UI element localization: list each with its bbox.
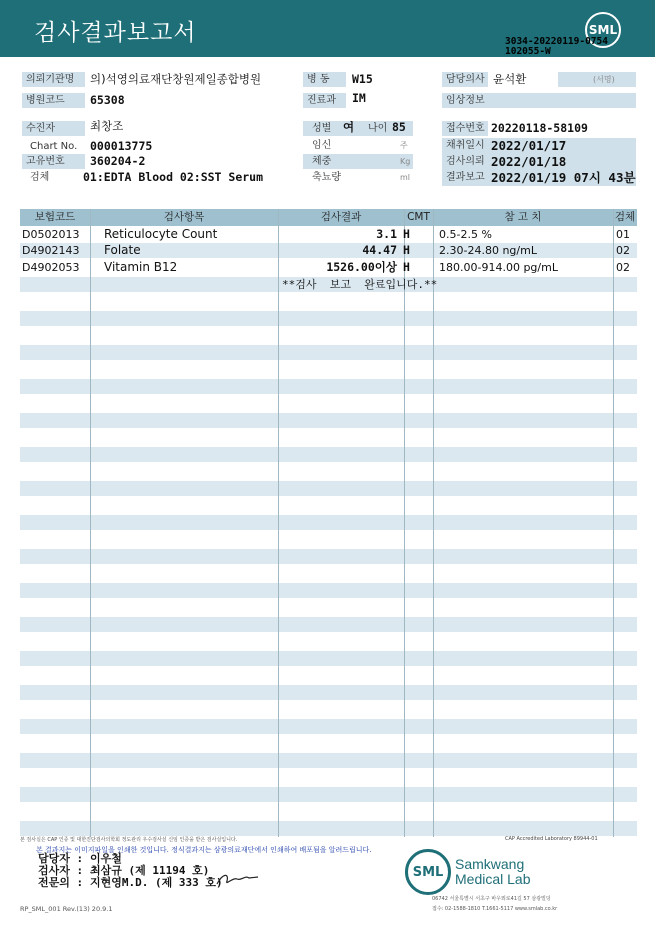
table-stripe (20, 549, 637, 564)
request-value: 2022/01/18 (491, 154, 567, 169)
staff-name: 이우철 (90, 852, 122, 865)
sex-value: 여 (343, 120, 355, 134)
report-id (505, 37, 608, 57)
urine-unit: ml (400, 173, 411, 182)
row-specimen: 01 (616, 228, 630, 241)
hosp-code-label: 병원코드 (22, 93, 85, 108)
tester-name: 최삼규 (제 11194 호) (90, 864, 210, 877)
specimen-label: 검체 (30, 172, 50, 183)
sign-label: (서명) (593, 75, 615, 84)
chart-no-label: Chart No. (30, 141, 78, 152)
col-specimen: 검체 (614, 211, 636, 223)
report-time-label: 결과보고 (446, 172, 485, 183)
urine-label: 축뇨량 (312, 172, 341, 183)
dept-label: 진료과 (303, 93, 346, 108)
table-stripe (20, 413, 637, 428)
sml-footer-logo: SML (405, 849, 451, 895)
row-flag: H (403, 243, 410, 257)
col-result: 검사결과 (320, 211, 362, 223)
doctor-label: 담당의사 (442, 72, 488, 87)
req-org-label: 의뢰기관명 (22, 72, 85, 87)
col-test-item: 검사항목 (163, 211, 205, 223)
table-stripe (20, 719, 637, 734)
print-notice: 본 결과지는 이미지파일을 인쇄한 것입니다. 정식결과지는 삼광의료재단에서 인쇄하여 배포됨을 알려드립니다. (36, 846, 372, 854)
age-value: 85 (392, 120, 406, 134)
receipt-value: 20220118-58109 (491, 121, 588, 135)
ward-value: W15 (352, 72, 373, 86)
row-flag: H (403, 260, 410, 274)
table-stripe (20, 447, 637, 462)
signature-icon (215, 869, 260, 887)
row-specimen: 02 (616, 244, 630, 257)
row-result: 44.47 (362, 243, 397, 257)
row-result: 3.1 (376, 227, 397, 241)
patient-label: 수진자 (22, 121, 85, 136)
table-header (20, 209, 637, 226)
tester-label: 검사자 : (38, 864, 84, 877)
completion-message: **검사 보고 완료입니다.** (282, 278, 438, 291)
staff-label: 담당자 : (38, 852, 84, 865)
table-stripe (20, 311, 637, 326)
row-test-name: Folate (104, 243, 141, 257)
brand-line2: Medical Lab (455, 871, 531, 887)
collect-value: 2022/01/17 (491, 138, 567, 153)
weight-label: 체중 (312, 156, 332, 167)
row-reference: 2.30-24.80 ng/mL (439, 244, 537, 257)
hosp-code-value: 65308 (90, 93, 125, 107)
table-stripe (20, 515, 637, 530)
row-test-name: Vitamin B12 (104, 260, 178, 274)
contact: 접수: 02-1588-1810 T.1661-5117 www.smlab.co.kr (432, 906, 558, 912)
table-stripe (20, 617, 637, 632)
pregnant-unit: 주 (400, 141, 408, 150)
row-code: D4902053 (22, 261, 80, 274)
row-test-name: Reticulocyte Count (104, 227, 218, 241)
table-stripe (20, 345, 637, 360)
weight-unit: Kg (400, 157, 411, 166)
table-stripe (20, 685, 637, 700)
report-id-line2: 102055-W (505, 46, 551, 57)
specialist-label: 전문의 : (38, 876, 84, 889)
specialist-name: 지현영M.D. (제 333 호) (90, 876, 223, 889)
report-time-value: 2022/01/19 07시 43분 (491, 170, 636, 185)
row-result: 1526.00이상 (326, 260, 397, 274)
col-insurance-code: 보험코드 (34, 211, 76, 223)
collect-label: 채취일시 (446, 140, 485, 151)
brand-name (455, 857, 531, 887)
chart-no-value: 000013775 (90, 139, 153, 153)
col-cmt: CMT (407, 211, 430, 223)
row-code: D4902143 (22, 244, 80, 257)
table-stripe (20, 379, 637, 394)
pregnant-label: 임신 (312, 140, 332, 151)
row-specimen: 02 (616, 261, 630, 274)
receipt-label: 접수번호 (442, 121, 488, 136)
table-stripe (20, 481, 637, 496)
req-org-value: 의)석영의료재단창원제일종합병원 (90, 72, 262, 86)
table-stripe (20, 753, 637, 768)
table-stripe (20, 787, 637, 802)
row-reference: 180.00-914.00 pg/mL (439, 261, 558, 274)
cap-accreditation: CAP Accredited Laboratory 89944-01 (505, 836, 598, 842)
unique-no-label: 고유번호 (22, 154, 85, 169)
table-stripe (20, 651, 637, 666)
report-id-line1: 3034-20220119-0754 (505, 36, 608, 47)
table-stripe (20, 821, 637, 836)
col-reference: 참 고 치 (504, 211, 542, 223)
sml-logo: SML (585, 12, 621, 48)
age-label: 나이 (368, 123, 388, 134)
ward-label: 병 동 (303, 72, 346, 87)
unique-no-value: 360204-2 (90, 154, 146, 168)
dept-value: IM (352, 91, 366, 105)
cap-statement: 본 검사실은 CAP 인증 및 대한진단검사의학회 정도관리 우수검사실 신임 인증을 받은 검사실입니다. (20, 837, 238, 843)
row-code: D0502013 (22, 228, 80, 241)
specimen-value: 01:EDTA Blood 02:SST Serum (83, 170, 264, 184)
address: 06742 서울특별시 서초구 바우뫼로41길 57 삼광빌딩 (432, 896, 551, 902)
row-reference: 0.5-2.5 % (439, 228, 492, 241)
row-flag: H (403, 227, 410, 241)
brand-line1: Samkwang (455, 856, 525, 872)
sex-label: 성별 (312, 123, 332, 134)
table-stripe (20, 583, 637, 598)
doctor-value: 윤석환 (493, 72, 527, 86)
request-label: 검사의뢰 (446, 156, 485, 167)
revision-code: RP_SML_001 Rev.(13) 20.9.1 (20, 905, 113, 913)
patient-name: 최창조 (90, 119, 124, 133)
report-title: 검사결과보고서 (34, 20, 197, 46)
results-table (20, 209, 637, 837)
clinical-info-label: 임상정보 (442, 93, 636, 108)
